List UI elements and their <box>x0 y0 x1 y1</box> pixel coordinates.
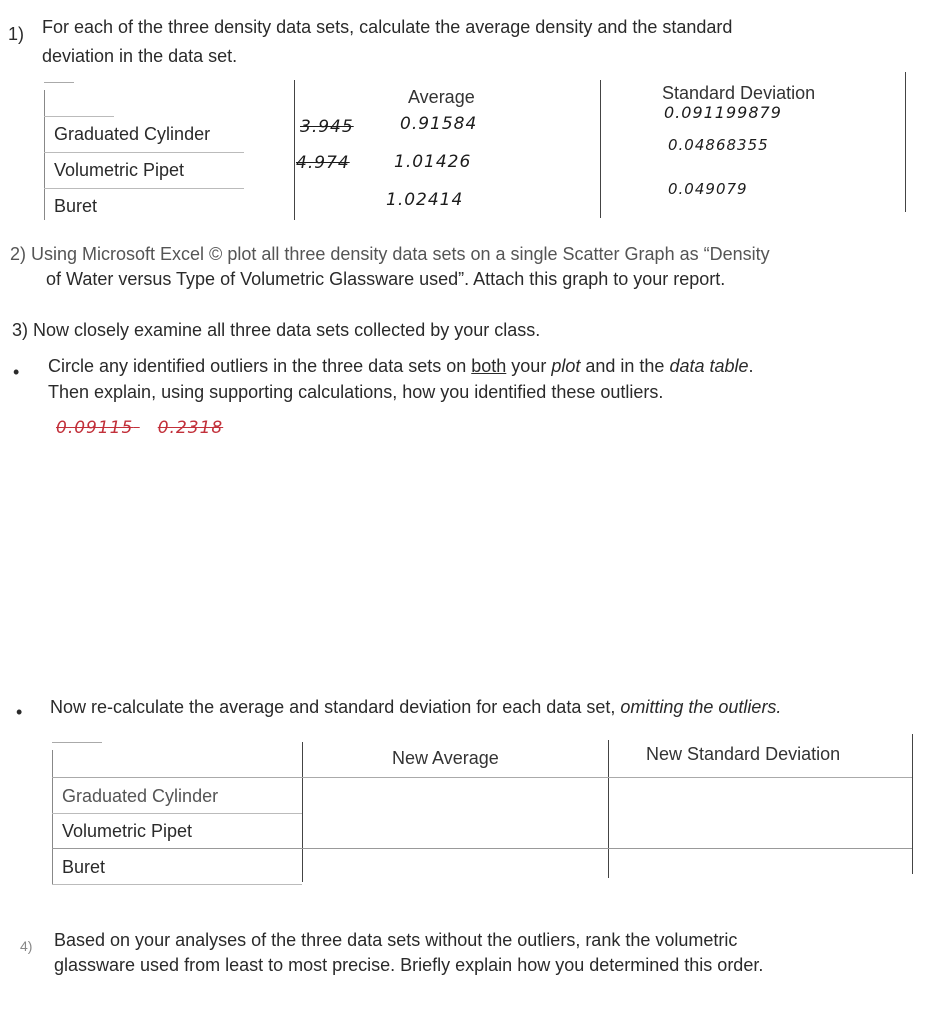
table2-left-border <box>52 750 53 884</box>
table1-divider-2 <box>600 80 601 218</box>
average-value: 0.91584 <box>400 114 478 134</box>
table1-right-border <box>905 72 906 212</box>
q4-line1: Based on your analyses of the three data sets without the outliers, rank the volumetric <box>54 930 738 950</box>
bullet1-line1 <box>48 354 754 378</box>
table1-divider-1 <box>294 80 295 220</box>
q2-line2: of Water versus Type of Volumetric Glassware used”. Attach this graph to your report. <box>46 269 726 289</box>
q1-number: 1) <box>8 24 25 44</box>
table1-left-border <box>44 90 45 220</box>
table2-row-line-1 <box>52 777 912 778</box>
table1-row-line-3 <box>44 188 244 189</box>
table2-row-line-3 <box>52 848 912 849</box>
table2-row-line-2 <box>52 813 302 814</box>
table2-average-header: New Average <box>392 748 499 768</box>
table2-bottom-line <box>52 884 302 885</box>
stddev-value: 0.091199879 <box>664 103 782 122</box>
table2-row-label: Volumetric Pipet <box>62 821 193 841</box>
table1-top-line <box>44 82 74 83</box>
bullet2-line <box>50 695 781 719</box>
q1-line2: deviation in the data set. <box>42 46 238 66</box>
bullet-dot: • <box>13 362 20 382</box>
stddev-value: 0.04868355 <box>668 136 769 154</box>
table1-row-label: Graduated Cylinder <box>54 124 211 144</box>
table1-row-line-1 <box>44 116 114 117</box>
stddev-value: 0.049079 <box>668 180 748 198</box>
table1-row-label: Buret <box>54 196 98 216</box>
q4-line2: glassware used from least to most precise. Briefly explain how you determined this order. <box>54 955 764 975</box>
bullet1-data-table: data table <box>669 356 749 376</box>
table1-row-label: Volumetric Pipet <box>54 160 185 180</box>
crossed-out-value: 3.945 <box>300 117 354 137</box>
table2-stddev-header: New Standard Deviation <box>646 744 841 764</box>
q2-line1: 2) Using Microsoft Excel © plot all three density data sets on a single Scatter Graph as “Density <box>10 244 770 264</box>
bullet2-text: Now re-calculate the average and standard deviation for each data set, <box>50 697 621 717</box>
bullet1-line2: Then explain, using supporting calculations, how you identified these outliers. <box>48 382 664 402</box>
average-value: 1.01426 <box>394 152 472 172</box>
table2-divider-1 <box>302 742 303 882</box>
bullet1-text-e: and in the <box>580 356 670 376</box>
bullet1-text-g: . <box>748 356 754 376</box>
table1-row-line-2 <box>44 152 244 153</box>
table1-average-header: Average <box>408 87 475 107</box>
handwritten-note-b: 0.2318 <box>157 418 224 438</box>
table2-right-border <box>912 734 913 874</box>
bullet1-text-c: your <box>506 356 552 376</box>
table2-row-label: Graduated Cylinder <box>62 786 219 806</box>
q3-line: 3) Now closely examine all three data sets collected by your class. <box>12 320 541 340</box>
q4-number: 4) <box>20 938 33 954</box>
q1-line1: For each of the three density data sets, calculate the average density and the standard <box>42 17 733 37</box>
average-value: 1.02414 <box>386 190 464 210</box>
crossed-out-value: 4.974 <box>296 153 350 173</box>
handwritten-crossed-note <box>56 418 223 438</box>
table2-divider-2 <box>608 740 609 878</box>
handwritten-note-a: 0.09115 <box>56 418 134 438</box>
table2-row-label: Buret <box>62 857 106 877</box>
bullet1-plot: plot <box>551 356 581 376</box>
table2-top-line <box>52 742 102 743</box>
table1-stddev-header: Standard Deviation <box>662 83 816 103</box>
bullet-dot: • <box>16 702 23 722</box>
bullet1-both: both <box>471 356 507 376</box>
bullet1-text-a: Circle any identified outliers in the three data sets on <box>48 356 472 376</box>
bullet2-italic: omitting the outliers. <box>620 697 782 717</box>
